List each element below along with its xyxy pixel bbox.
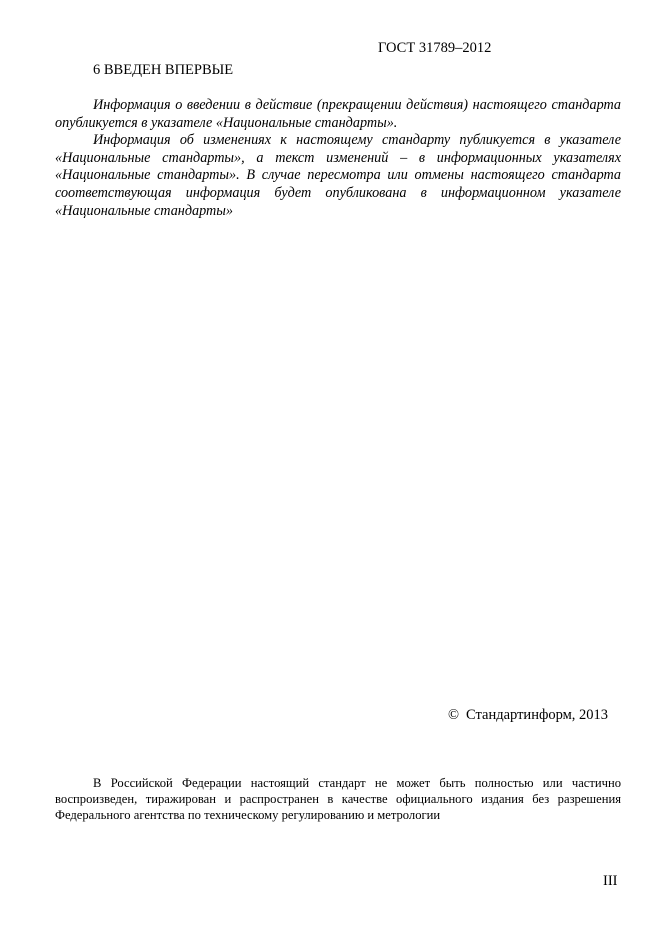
copyright-icon: © [448, 707, 460, 723]
legal-notice-text: В Российской Федерации настоящий стандарт не может быть полностью или частично воспроизведен, тиражирован и распространен в качестве официального издания без разрешения Федерального агентства по техническому регулированию и метрологии [55, 776, 621, 822]
page-number: III [603, 873, 618, 889]
info-paragraph-changes: Информация об изменениях к настоящему стандарту публикуется в указателе «Национальные стандарты», а текст изменений – в информационных указателях «Национальные стандарты». В случае пересмотра или отмены настоящего стандарта соответствующая информация будет опубликована в информационном указателе «Национальные стандарты» [55, 132, 621, 219]
copyright-line [448, 707, 608, 724]
section-title: 6 ВВЕДЕН ВПЕРВЫЕ [93, 62, 234, 78]
standard-code-header: ГОСТ 31789–2012 [378, 40, 492, 56]
publication-info-block [55, 97, 621, 220]
legal-notice-block [55, 775, 621, 823]
copyright-text: Стандартинформ, 2013 [466, 707, 609, 723]
info-paragraph-introduction: Информация о введении в действие (прекращении действия) настоящего стандарта опубликуется в указателе «Национальные стандарты». [55, 97, 621, 131]
